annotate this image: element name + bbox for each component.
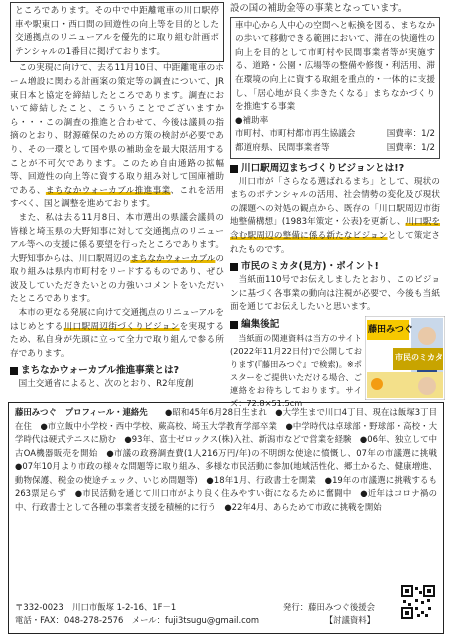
section-heading-postscript: 編集後記 bbox=[230, 318, 440, 332]
profile-box bbox=[8, 402, 444, 634]
contact-line bbox=[15, 614, 375, 627]
postscript-text: 当紙面の関連資料は当方のサイト(2022年11月22日付)で公開しております(『藤田みつぐ』で検索)。※ポスターをご提供いただける場合、ご連絡をお待ちしております。サイズ：72.8×51.5cm bbox=[230, 332, 362, 408]
square-bullet-icon bbox=[10, 367, 18, 375]
postal-address: 〒332-0023 川口市飯塚 1-2-16、1F－1 bbox=[15, 602, 177, 612]
section-heading-vision: 川口駅周辺まちづくりビジョンとは!? bbox=[230, 162, 440, 176]
paragraph-governor bbox=[10, 212, 224, 307]
point-text: 当紙面110号でお伝えしましたとおり、このビジョンに基づく各事業の動向は注視が必要で、今後も当紙面を通じてお伝えしたいと思います。 bbox=[230, 275, 440, 313]
square-bullet-icon bbox=[230, 165, 238, 173]
paragraph-jr-agreement bbox=[10, 62, 224, 212]
paragraph-text: また、私は去る11月8日、本市選出の県議会議員の皆様と埼玉県の大野知事に対して交通拠点のリニューアル等への支援に係る要望を行ったところであります。大野知事からは、川口駅周辺の bbox=[10, 212, 224, 264]
intro-line: 設の国の補助金等の事業となっています。 bbox=[230, 3, 408, 14]
paragraph-text: を実現するため、私自身が先頭に立って全力で取り組んで参る所存であります。 bbox=[10, 321, 224, 359]
paragraph-commitment bbox=[10, 307, 224, 361]
section-heading-point: 市民のミカタ(見方)・ポイント! bbox=[230, 260, 440, 274]
subsidy-row: 市町村、市町村都市再生協議会 国費率：1/2 bbox=[235, 129, 435, 140]
qr-code-icon[interactable] bbox=[401, 585, 435, 619]
paragraph-text: 本市の更なる発展に向けて交通拠点のリニューアルをはじめとする bbox=[10, 308, 224, 332]
square-bullet-icon bbox=[230, 321, 238, 329]
subsidy-row: 都道府県、民間事業者等 国費率：1/2 bbox=[235, 142, 435, 153]
highlight-new-vision: 川口駅を含む駅周辺の整備に係る新たなビジョン bbox=[230, 217, 440, 241]
section-text: 国土交通省によると、次のとおり、R2年度創 bbox=[18, 379, 194, 390]
profile-body: ●昭和45年6月28日生まれ ●大学生まで川口4丁目、現在は飯塚3丁目在住 ●市立飯中小学校・西中学校、蕨高校、埼玉大学教育学部卒業 ●中学時代は卓球部・野球部・高校・大学時代は硬式テニスに励む ●93年、富士ゼロックス(株)入社、新潟市などで営業を経験 ●06年、独立して中古OA機器販売を開始 ●市議の政務調査費(1人216万円/年)の不明朗な使途に憤慨し、07年の市議選に挑戦 ●07年10月より市政の様々な問題等に取り組み、多様な市民活動に参加(地域活性化、郷土かるた、健康増進、動物保護、税金の使途チェック、いじめ問題等) ●18年1月、行政書士を開業 ●19年の市議選に挑戦するも263票足らず ●市民活動を通じて川口市がより良く住みやすい街になるために奮闘中 ●近年はコロナ禍の中、行政書士として各種の事業者支援を積極的に行う ●22年4月、あらためて市政に挑戦を開始 bbox=[15, 407, 446, 512]
program-definition-box bbox=[230, 17, 440, 159]
paragraph-text: この実現に向けて、去る11月10日、中距離電車のホーム増設に関わる計画案の策定等の調査について、JR東日本と協定を締結したところであります。調査において締結したこと、こういうことでございますから・・・この調査の推進と合わせて、今後は議員の指摘のとおり、財源確保のための方策の検討が必要であり、その一環として国や県の補助金を最大限活用することが不可欠であります。このため自由通路の拡幅等、回遊性の向上等に資する取り組み対して国庫補助である、 bbox=[10, 63, 224, 196]
contact-block bbox=[15, 601, 375, 626]
poster-thumbnail bbox=[365, 316, 445, 400]
postal-line bbox=[15, 601, 375, 614]
vision-text: 川口市が「さらなる選ばれるまち」として、現状のまちのポテンシャルの活用、社会情勢の変化及び現状の課題への対処の観点から、既存の「川口駅周辺市街地整備構想」(1983年策定・公表)を更新し、川口駅を含む駅周辺の整備に係る新たなビジョンとして策定されたものです。 bbox=[230, 176, 440, 255]
poster-title: 市民のミカタ bbox=[395, 353, 443, 362]
paragraph-text: の取り組みは県内市町村をリードするものであり、ぜひ波及していただきたいとの力強いコメントをいただいたところであります。 bbox=[10, 253, 225, 305]
highlight-walkable-2: まちなかウォーカブル bbox=[130, 253, 216, 264]
profile-name: 藤田みつぐ bbox=[15, 407, 57, 417]
contact-note: 【討議資料】 bbox=[324, 614, 375, 625]
publisher: 発行：藤田みつぐ後援会 bbox=[283, 602, 375, 612]
paragraph-text: 、これを活用すべく、国と調整を進めております。 bbox=[10, 185, 224, 210]
square-bullet-icon bbox=[230, 263, 238, 271]
program-definition: 車中心から人中心の空間へと転換を図る、まちなかの歩いて移動できる範囲において、滞在の快適性の向上を目的として市町村や民間事業者等が実施する、道路・公園・広場等の整備や修復・利活用、滞在環境の向上に資する取組を重点的・一体的に支援し、「居心地が良く歩きたくなる」まちなかづくりを推進する事業 bbox=[235, 20, 435, 113]
left-column bbox=[10, 2, 224, 392]
section-heading-walkable: まちなかウォーカブル推進事業とは? bbox=[10, 364, 224, 378]
poster-name: 藤田みつぐ bbox=[368, 325, 413, 335]
intro-box: ところであります。その中で中距離電車の川口駅停車や駅東口・西口間の回遊性の向上等を目的とした交通拠点のリニューアルを優先的に取り組む計画ポテンシャルの1番目に掲げております。 bbox=[10, 2, 224, 62]
profile-label: プロフィール・連絡先 bbox=[64, 407, 148, 417]
highlight-walkable: まちなかウォーカブル推進事業 bbox=[45, 185, 171, 196]
subsidy-rate-label: ●補助率 bbox=[235, 115, 269, 126]
highlight-vision: 川口駅周辺街づくりビジョン bbox=[63, 321, 180, 332]
contact-info: 電話・FAX：048-278-2576 メール：fuji3tsugu@gmail.com bbox=[15, 614, 260, 625]
